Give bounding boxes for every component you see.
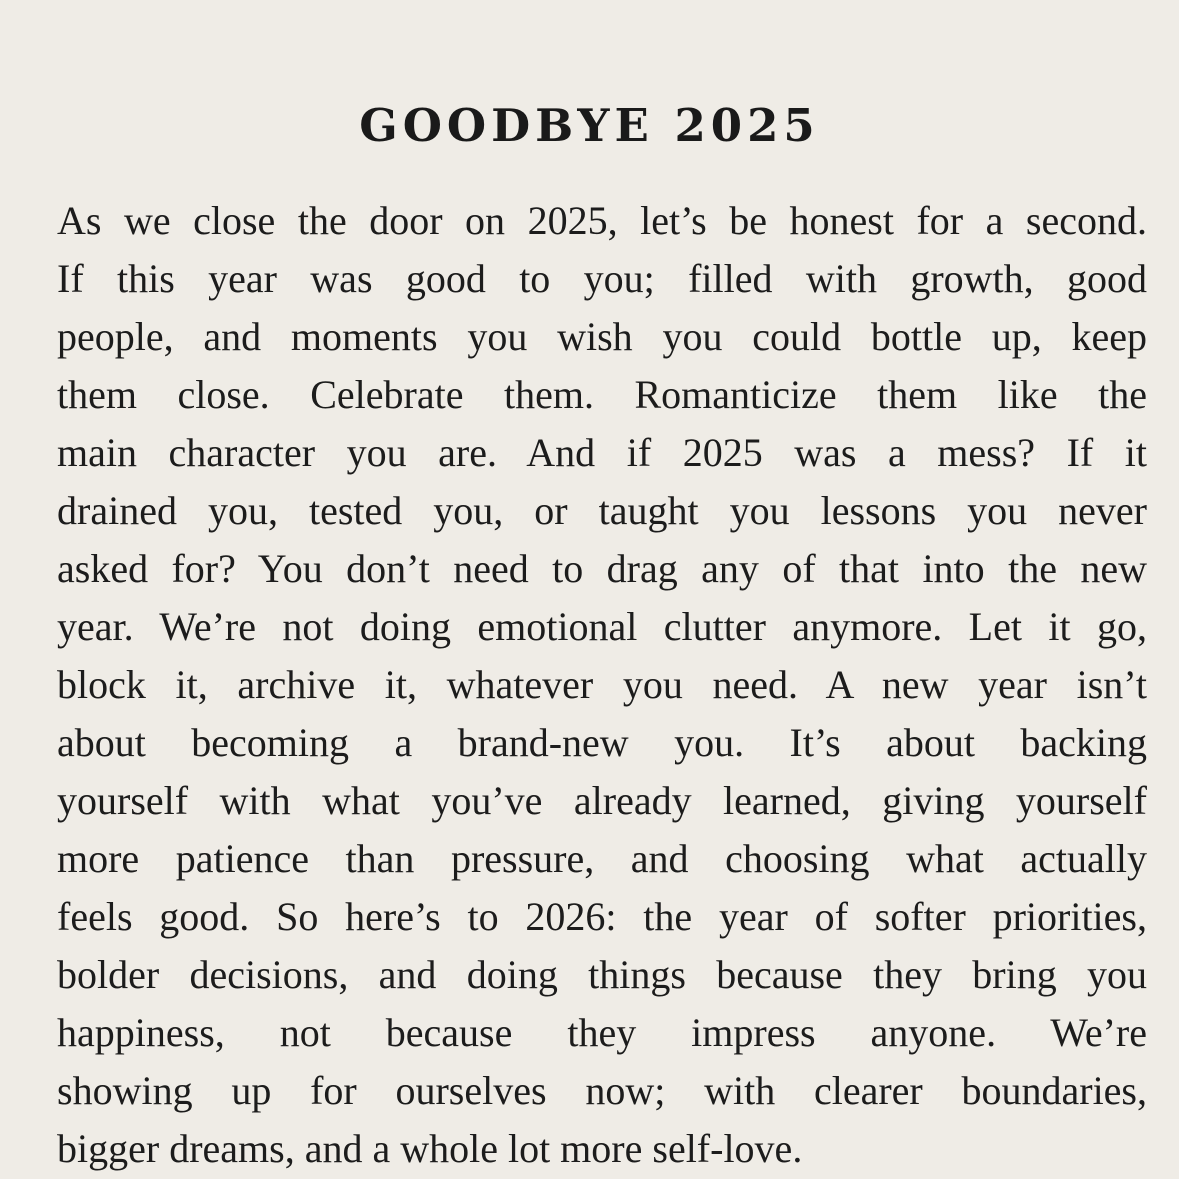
paragraph-line: drained you, tested you, or taught you lessons you never (57, 488, 1147, 533)
paragraph-line: asked for? You don’t need to drag any of that into the new (57, 546, 1147, 591)
paragraph-line: bolder decisions, and doing things because they bring you (57, 952, 1147, 997)
paragraph-line: block it, archive it, whatever you need. A new year isn’t (57, 662, 1147, 707)
paragraph-line: main character you are. And if 2025 was a mess? If it (57, 430, 1147, 475)
page-title: GOODBYE 2025 (359, 99, 820, 152)
paragraph-line: feels good. So here’s to 2026: the year of softer priorities, (57, 894, 1147, 939)
paragraph-line: people, and moments you wish you could bottle up, keep (57, 314, 1147, 359)
paragraph-line: them close. Celebrate them. Romanticize them like the (57, 372, 1147, 417)
paragraph-line: about becoming a brand-new you. It’s about backing (57, 720, 1147, 765)
paragraph-line: yourself with what you’ve already learned, giving yourself (57, 778, 1147, 823)
paragraph-line: happiness, not because they impress anyone. We’re (57, 1010, 1147, 1055)
paragraph-line: year. We’re not doing emotional clutter anymore. Let it go, (57, 604, 1147, 649)
paragraph-line: bigger dreams, and a whole lot more self-love. (57, 1126, 803, 1171)
paragraph-line: more patience than pressure, and choosing what actually (57, 836, 1147, 881)
paragraph-line: As we close the door on 2025, let’s be honest for a second. (57, 198, 1147, 243)
body-paragraph (57, 192, 1147, 1178)
paragraph-line: showing up for ourselves now; with clearer boundaries, (57, 1068, 1147, 1113)
paragraph-line: If this year was good to you; filled with growth, good (57, 256, 1147, 301)
